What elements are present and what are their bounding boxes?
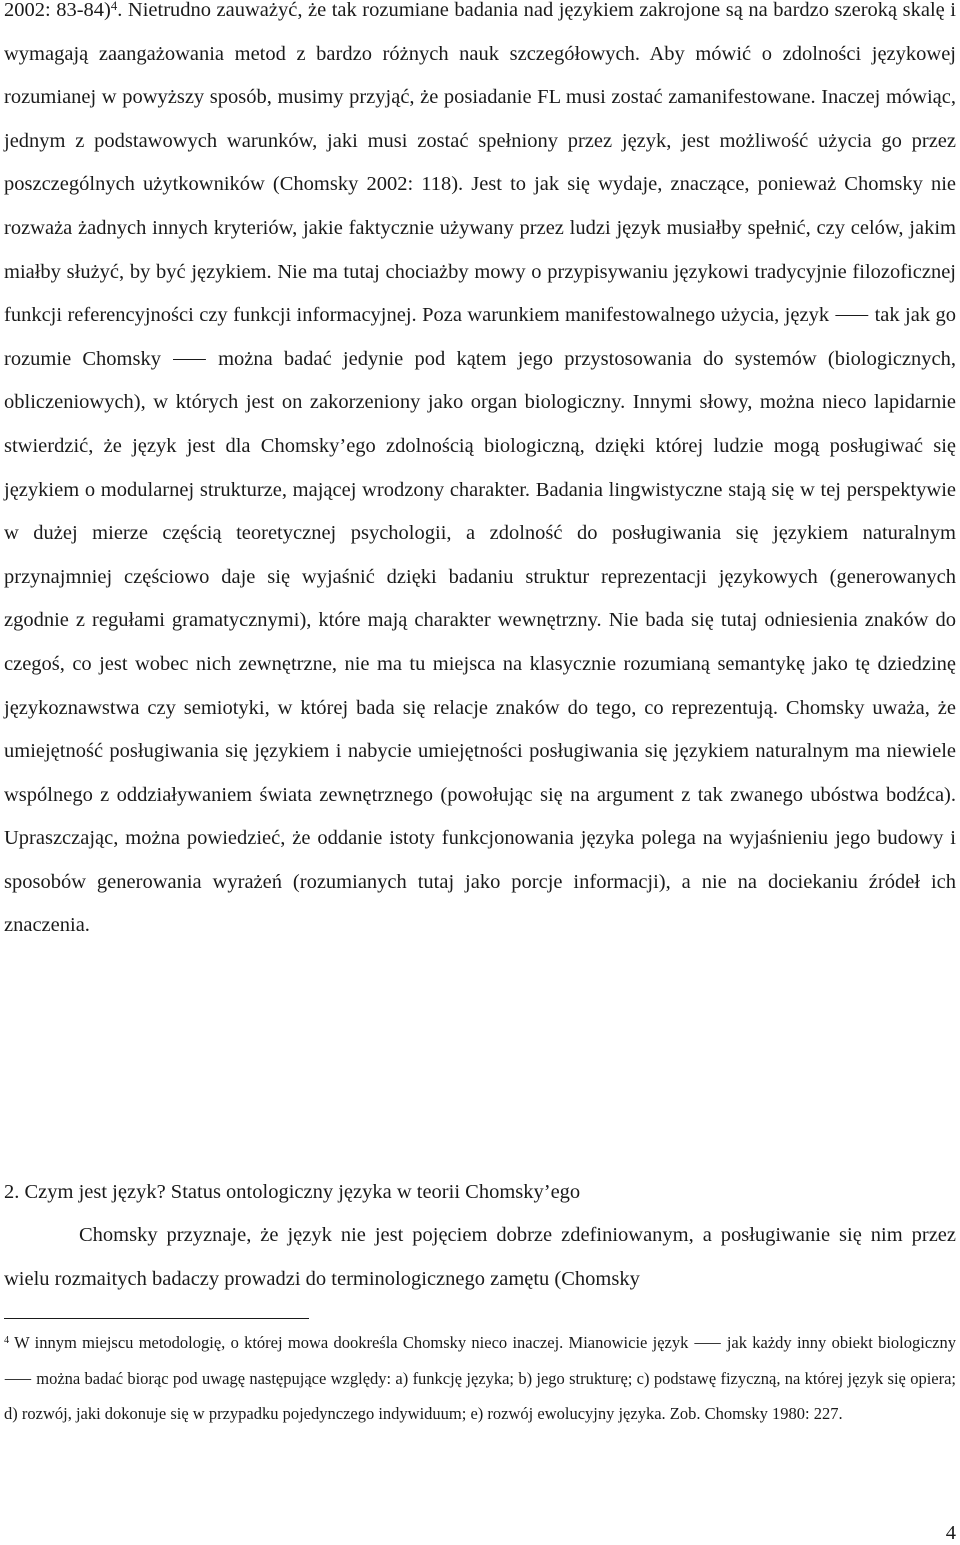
body-paragraph-text: . Nietrudno zauważyć, że tak rozumiane badania nad językiem zakrojone są na bardzo szeroką skalę i wymagają zaangażowania metod z bardzo różnych nauk szczegółowych. Aby mówić o zdolności językowej rozumianej w powyższy sposób, musimy przyjąć, że posiadanie FL musi zostać zamanifestowane. Inaczej mówiąc, jednym z podstawowych warunków, jaki musi zostać spełniony przez język, jest możliwość użycia go przez poszczególnych użytkowników (Chomsky 2002: 118). Jest to jak się wydaje, znaczące, ponieważ Chomsky nie rozważa żadnych innych kryteriów, jakie faktycznie używany przez ludzi język musiałby spełnić, czy celów, jakim miałby służyć, by być językiem. Nie ma tutaj chociażby mowy o przypisywaniu językowi tradycyjnie filozoficznej funkcji referencyjności czy funkcji informacyjnej. Poza warunkiem manifestowalnego użycia, język ⸺ tak jak go rozumie Chomsky ⸺ można badać jedynie pod kątem jego przystosowania do systemów (biologicznych, obliczeniowych), w których jest on zakorzeniony jako organ biologiczny. Innymi słowy, można nieco lapidarnie stwierdzić, że język jest dla Chomsky’ego zdolnością biologiczną, dzięki której ludzie mogą posługiwać się językiem o modularnej strukturze, mającej wrodzony charakter. Badania lingwistyczne stają się w tej perspektywie w dużej mierze częścią teoretycznej psychologii, a zdolność do posługiwania się językiem naturalnym przynajmniej częściowo daje się wyjaśnić dzięki badaniu struktur reprezentacji językowych (generowanych zgodnie z regułami gramatycznymi), które mają charakter wewnętrzny. Nie bada się tutaj odniesienia znaków do czegoś, co jest wobec nich zewnętrzne, nie ma tu miejsca na klasycznie rozumianą semantykę jako tę dziedzinę językoznawstwa czy semiotyki, w której bada się relacje znaków do tego, co reprezentują. Chomsky uważa, że umiejętność posługiwania się językiem i nabycie umiejętności posługiwania się językiem naturalnym ma niewiele wspólnego z oddziaływaniem świata zewnętrznego (powołując się na argument z tak zwanego ubóstwa bodźca). Upraszczając, można powiedzieć, że oddanie istoty funkcjonowania języka polega na wyjaśnieniu jego budowy i sposobów generowania wyrażeń (rozumianych tutaj jako porcje informacji), a nie na dociekaniu źródeł ich znaczenia. [4, 0, 956, 937]
section-heading: 2. Czym jest język? Status ontologiczny języka w teorii Chomsky’ego [4, 1181, 581, 1203]
footnote-number: 4 [4, 1335, 10, 1347]
footnote-reference[interactable]: 4 [110, 0, 118, 14]
section-paragraph: Chomsky przyznaje, że język nie jest pojęciem dobrze zdefiniowanym, a posługiwanie się nim przez wielu rozmaitych badaczy prowadzi do terminologicznego zamętu (Chomsky [4, 1224, 956, 1290]
body-paragraph [4, 0, 956, 948]
footnote-text: W innym miejscu metodologię, o której mowa dookreśla Chomsky nieco inaczej. Mianowicie język ⸺ jak każdy inny obiekt biologiczny ⸺ można badać biorąc pod uwagę następujące względy: a) funkcję języka; b) jego strukturę; c) podstawę fizyczną, na której język się opiera; d) rozwój, jaki dokonuje się w przypadku pojedynczego indywiduum; e) rozwój ewolucyjny języka. Zob. Chomsky 1980: 227. [4, 1333, 956, 1424]
page-number: 4 [945, 1522, 956, 1544]
footnote [4, 1325, 956, 1432]
footnote-divider [4, 1318, 309, 1319]
body-citation-start: 2002: 83-84) [4, 0, 111, 21]
